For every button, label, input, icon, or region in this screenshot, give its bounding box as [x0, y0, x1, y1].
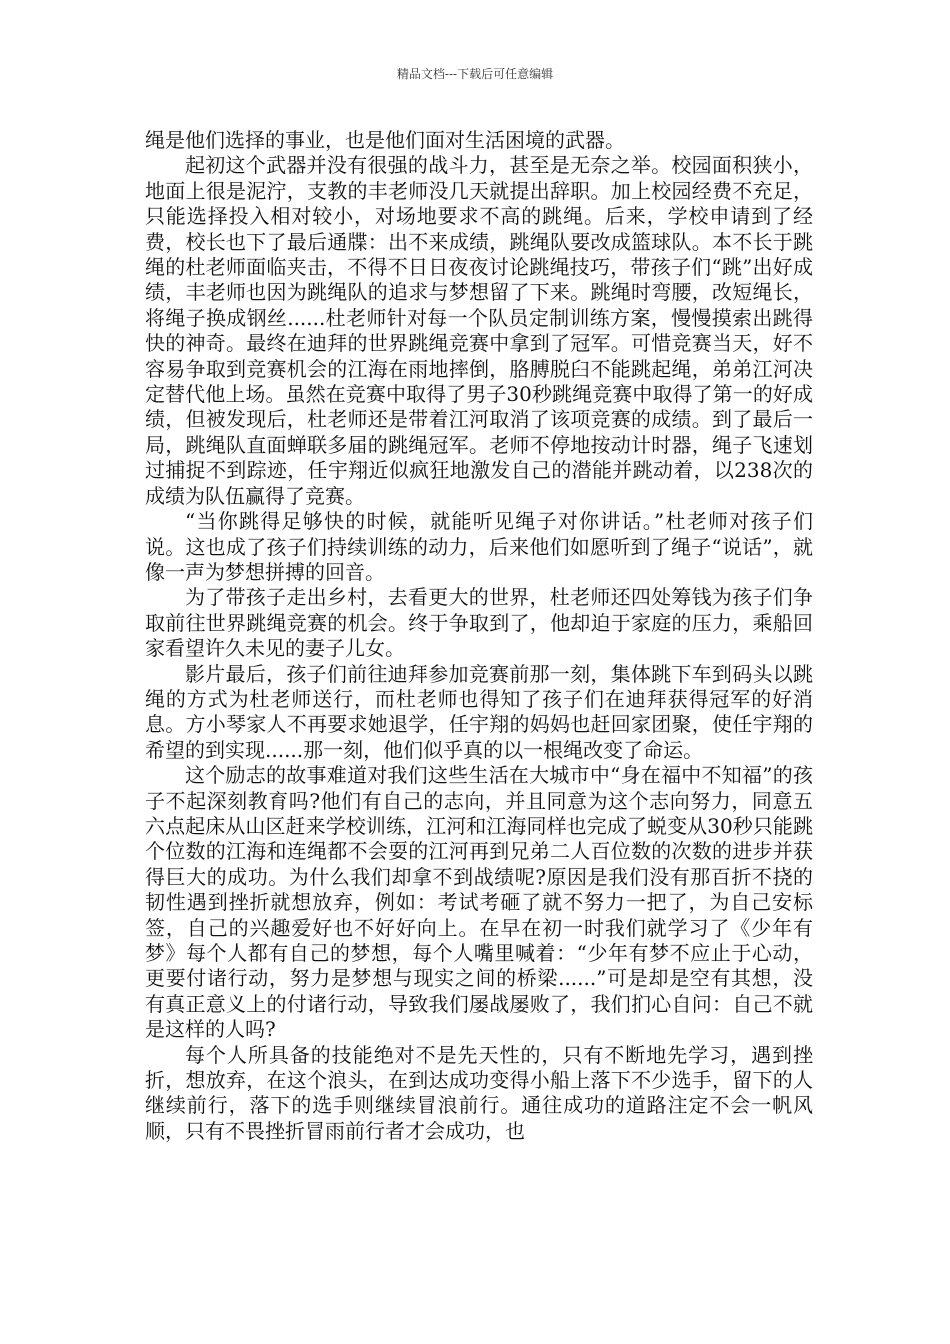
paragraph: 绳是他们选择的事业，也是他们面对生活困境的武器。 [145, 128, 625, 152]
paragraph: 起初这个武器并没有很强的战斗力，甚至是无奈之举。校园面积狭小，地面上很是泥泞，支教的丰老师没几天就提出辞职。加上校园经费不充足，只能选择投入相对较小，对场地要求不高的跳绳。后来，学校申请到了经费，校长也下了最后通牒：出不来成绩，跳绳队要改成篮球队。本不长于跳绳的杜老师面临夹击，不得不日日夜夜讨论跳绳技巧，带孩子们“跳”出好成绩，丰老师也因为跳绳队的追求与梦想留了下来。跳绳时弯腰，改短绳长，将绳子换成钢丝......杜老师针对每一个队员定制训练方案，慢慢摸索出跳得快的神奇。最终在迪拜的世界跳绳竞赛中拿到了冠军。可惜竞赛当天，好不容易争取到竞赛机会的江海在雨地摔倒，胳膊脱臼不能跳起绳，弟弟江河决定替代他上场。虽然在竞赛中取得了男子30秒跳绳竞赛中取得了第一的好成绩，但被发现后，杜老师还是带着江河取消了该项竞赛的成绩。到了最后一局，跳绳队直面蝉联多届的跳绳冠军。老师不停地按动计时器，绳子飞速划过捕捉不到踪迹，任宇翔近似疯狂地激发自己的潜能并跳动着，以238次的成绩为队伍赢得了竞赛。 [145, 153, 813, 508]
paragraph: “当你跳得足够快的时候，就能听见绳子对你讲话。”杜老师对孩子们说。这也成了孩子们持续训练的动力，后来他们如愿听到了绳子“说话”，就像一声为梦想拼搏的回音。 [145, 509, 813, 584]
paragraph: 每个人所具备的技能绝对不是先天性的，只有不断地先学习，遇到挫折，想放弃，在这个浪头，在到达成功变得小船上落下不少选手，留下的人继续前行，落下的选手则继续冒浪前行。通往成功的道路注定不会一帆风顺，只有不畏挫折冒雨前行者才会成功，也 [145, 1042, 813, 1143]
paragraph: 为了带孩子走出乡村，去看更大的世界，杜老师还四处筹钱为孩子们争取前往世界跳绳竞赛的机会。终于争取到了，他却迫于家庭的压力，乘船回家看望许久未见的妻子儿女。 [145, 585, 813, 661]
page-header: 精品文档---下载后可任意编辑 [396, 67, 554, 81]
paragraph: 这个励志的故事难道对我们这些生活在大城市中“身在福中不知福”的孩子不起深刻教育吗?他们有自己的志向，并且同意为这个志向努力，同意五六点起床从山区赶来学校训练，江河和江海同样也完成了蜕变从30秒只能跳个位数的江海和连绳都不会耍的江河再到兄弟二人百位数的次数的进步并获得巨大的成功。为什么我们却拿不到战绩呢?原因是我们没有那百折不挠的韧性遇到挫折就想放弃，例如：考试考砸了就不努力一把了，为自己安标签，自己的兴趣爱好也不好好向上。在早在初一时我们就学习了《少年有梦》每个人都有自己的梦想，每个人嘴里喊着：“少年有梦不应止于心动，更要付诸行动，努力是梦想与现实之间的桥梁......”可是却是空有其想，没有真正意义上的付诸行动，导致我们屡战屡败了，我们扪心自问：自己不就是这样的人吗? [145, 763, 813, 1042]
document-body [145, 128, 813, 1144]
paragraph: 影片最后，孩子们前往迪拜参加竞赛前那一刻，集体跳下车到码头以跳绳的方式为杜老师送行，而杜老师也得知了孩子们在迪拜获得冠军的好消息。方小琴家人不再要求她退学，任宇翔的妈妈也赶回家团聚，使任宇翔的希望的到实现......那一刻，他们似乎真的以一根绳改变了命运。 [145, 661, 813, 762]
